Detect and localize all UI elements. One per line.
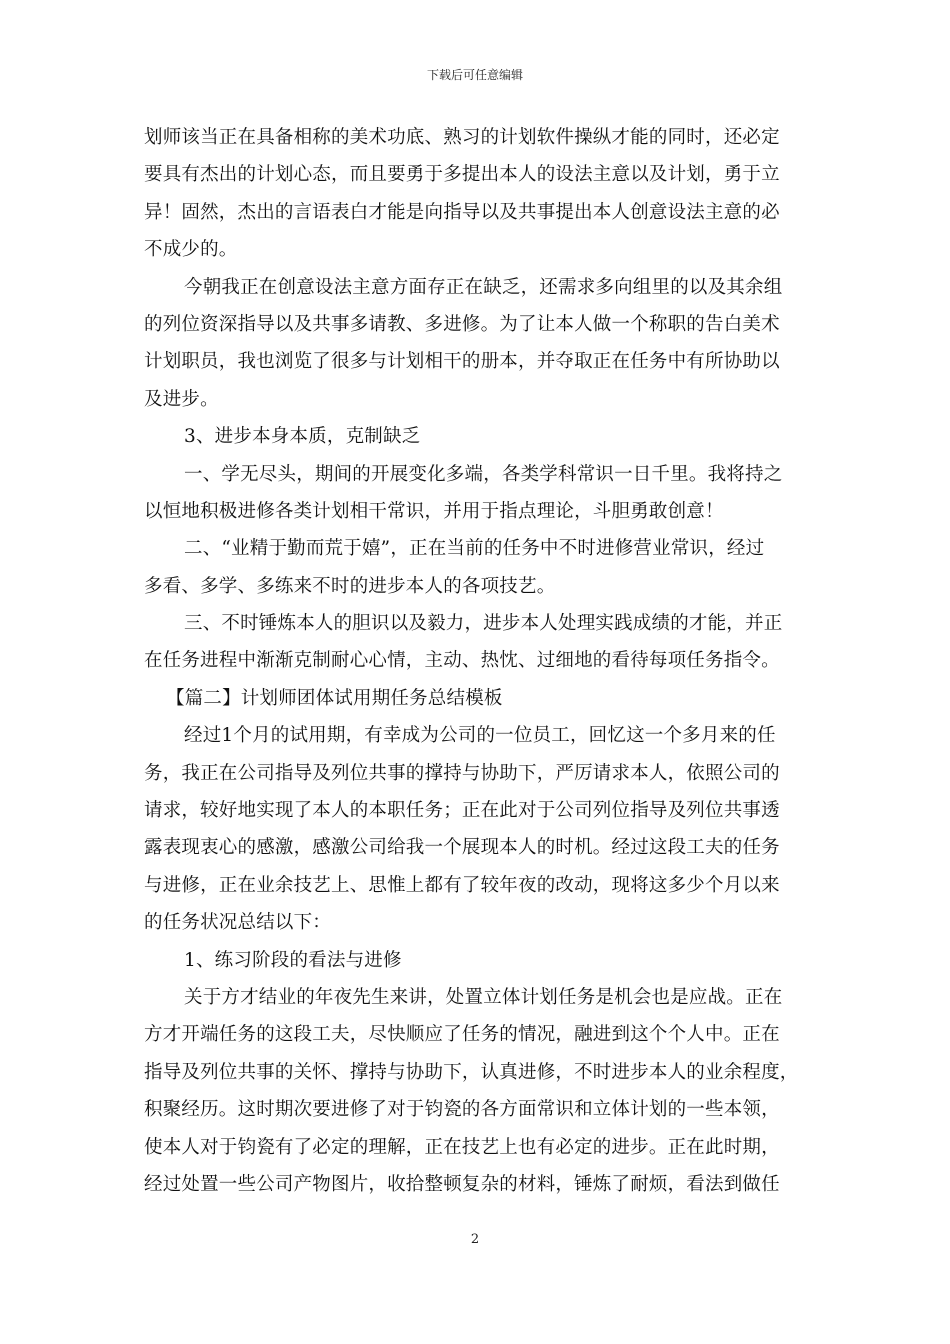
- text-line: 露表现衷心的感激，感激公司给我一个展现本人的时机。经过这段工夫的任务: [144, 837, 780, 859]
- text-line: 划师该当正在具备相称的美术功底、熟习的计划软件操纵才能的同时，还必定: [144, 127, 780, 148]
- text-line: 不成少的。: [144, 239, 238, 261]
- text-line: 计划职员，我也浏览了很多与计划相干的册本，并夺取正在任务中有所协助以: [144, 351, 780, 373]
- text-line: 方才开端任务的这段工夫，尽快顺应了任务的情况，融进到这个个人中。正在: [144, 1024, 780, 1046]
- text-line: 经过1个月的试用期，有幸成为公司的一位员工，回忆这一个多月来的任: [184, 725, 776, 747]
- text-line: 的列位资深指导以及共事多请教、多进修。为了让本人做一个称职的告白美术: [144, 313, 780, 335]
- text-line: 在任务进程中渐渐克制耐心心情，主动、热忱、过细地的看待每项任务指令。: [144, 650, 780, 672]
- text-line: 要具有杰出的计划心态，而且要勇于多提出本人的设法主意以及计划，勇于立: [144, 164, 780, 186]
- text-line: 异！固然，杰出的言语表白才能是向指导以及共事提出本人创意设法主意的必: [144, 201, 780, 223]
- text-line: 关于方才结业的年夜先生来讲，处置立体计划任务是机会也是应战。正在: [184, 986, 783, 1008]
- text-line: 多看、多学、多练来不时的进步本人的各项技艺。: [144, 575, 556, 597]
- text-line: 请求，较好地实现了本人的本职任务；正在此对于公司列位指导及列位共事透: [144, 800, 780, 822]
- section-heading: 1、练习阶段的看法与进修: [184, 949, 402, 971]
- text-line: 及进步。: [144, 388, 219, 410]
- text-line: 三、不时锤炼本人的胆识以及毅力，进步本人处理实践成绩的才能，并正: [184, 613, 783, 635]
- document-body: [144, 119, 814, 1203]
- text-line: 与进修，正在业余技艺上、思惟上都有了较年夜的改动，现将这多少个月以来: [144, 874, 780, 896]
- text-line: 使本人对于钧瓷有了必定的理解，正在技艺上也有必定的进步。正在此时期，: [144, 1136, 780, 1158]
- chapter-heading: 【篇二】计划师团体试用期任务总结模板: [166, 687, 503, 709]
- page-header: 下载后可任意编辑: [426, 68, 523, 82]
- text-line: 经过处置一些公司产物图片，收拾整顿复杂的材料，锤炼了耐烦，看法到做任: [144, 1173, 780, 1195]
- text-line: 一、学无尽头，期间的开展变化多端，各类学科常识一日千里。我将持之: [184, 463, 783, 485]
- text-line: 务，我正在公司指导及列位共事的撑持与协助下，严厉请求本人，依照公司的: [144, 762, 780, 784]
- section-heading: 3、进步本身本质，克制缺乏: [184, 426, 421, 448]
- text-line: 今朝我正在创意设法主意方面存正在缺乏，还需求多向组里的以及其余组: [184, 276, 783, 298]
- text-line: 指导及列位共事的关怀、撑持与协助下，认真进修，不时进步本人的业余程度，: [144, 1061, 799, 1083]
- text-line: 以恒地积极进修各类计划相干常识，并用于指点理论，斗胆勇敢创意！: [144, 500, 724, 522]
- text-line: 积聚经历。这时期次要进修了对于钧瓷的各方面常识和立体计划的一些本领，: [144, 1099, 780, 1121]
- text-line: 二、“业精于勤而荒于嬉”，正在当前的任务中不时进修营业常识，经过: [184, 538, 765, 560]
- text-line: 的任务状况总结以下：: [144, 912, 332, 934]
- page-number: 2: [470, 1232, 480, 1247]
